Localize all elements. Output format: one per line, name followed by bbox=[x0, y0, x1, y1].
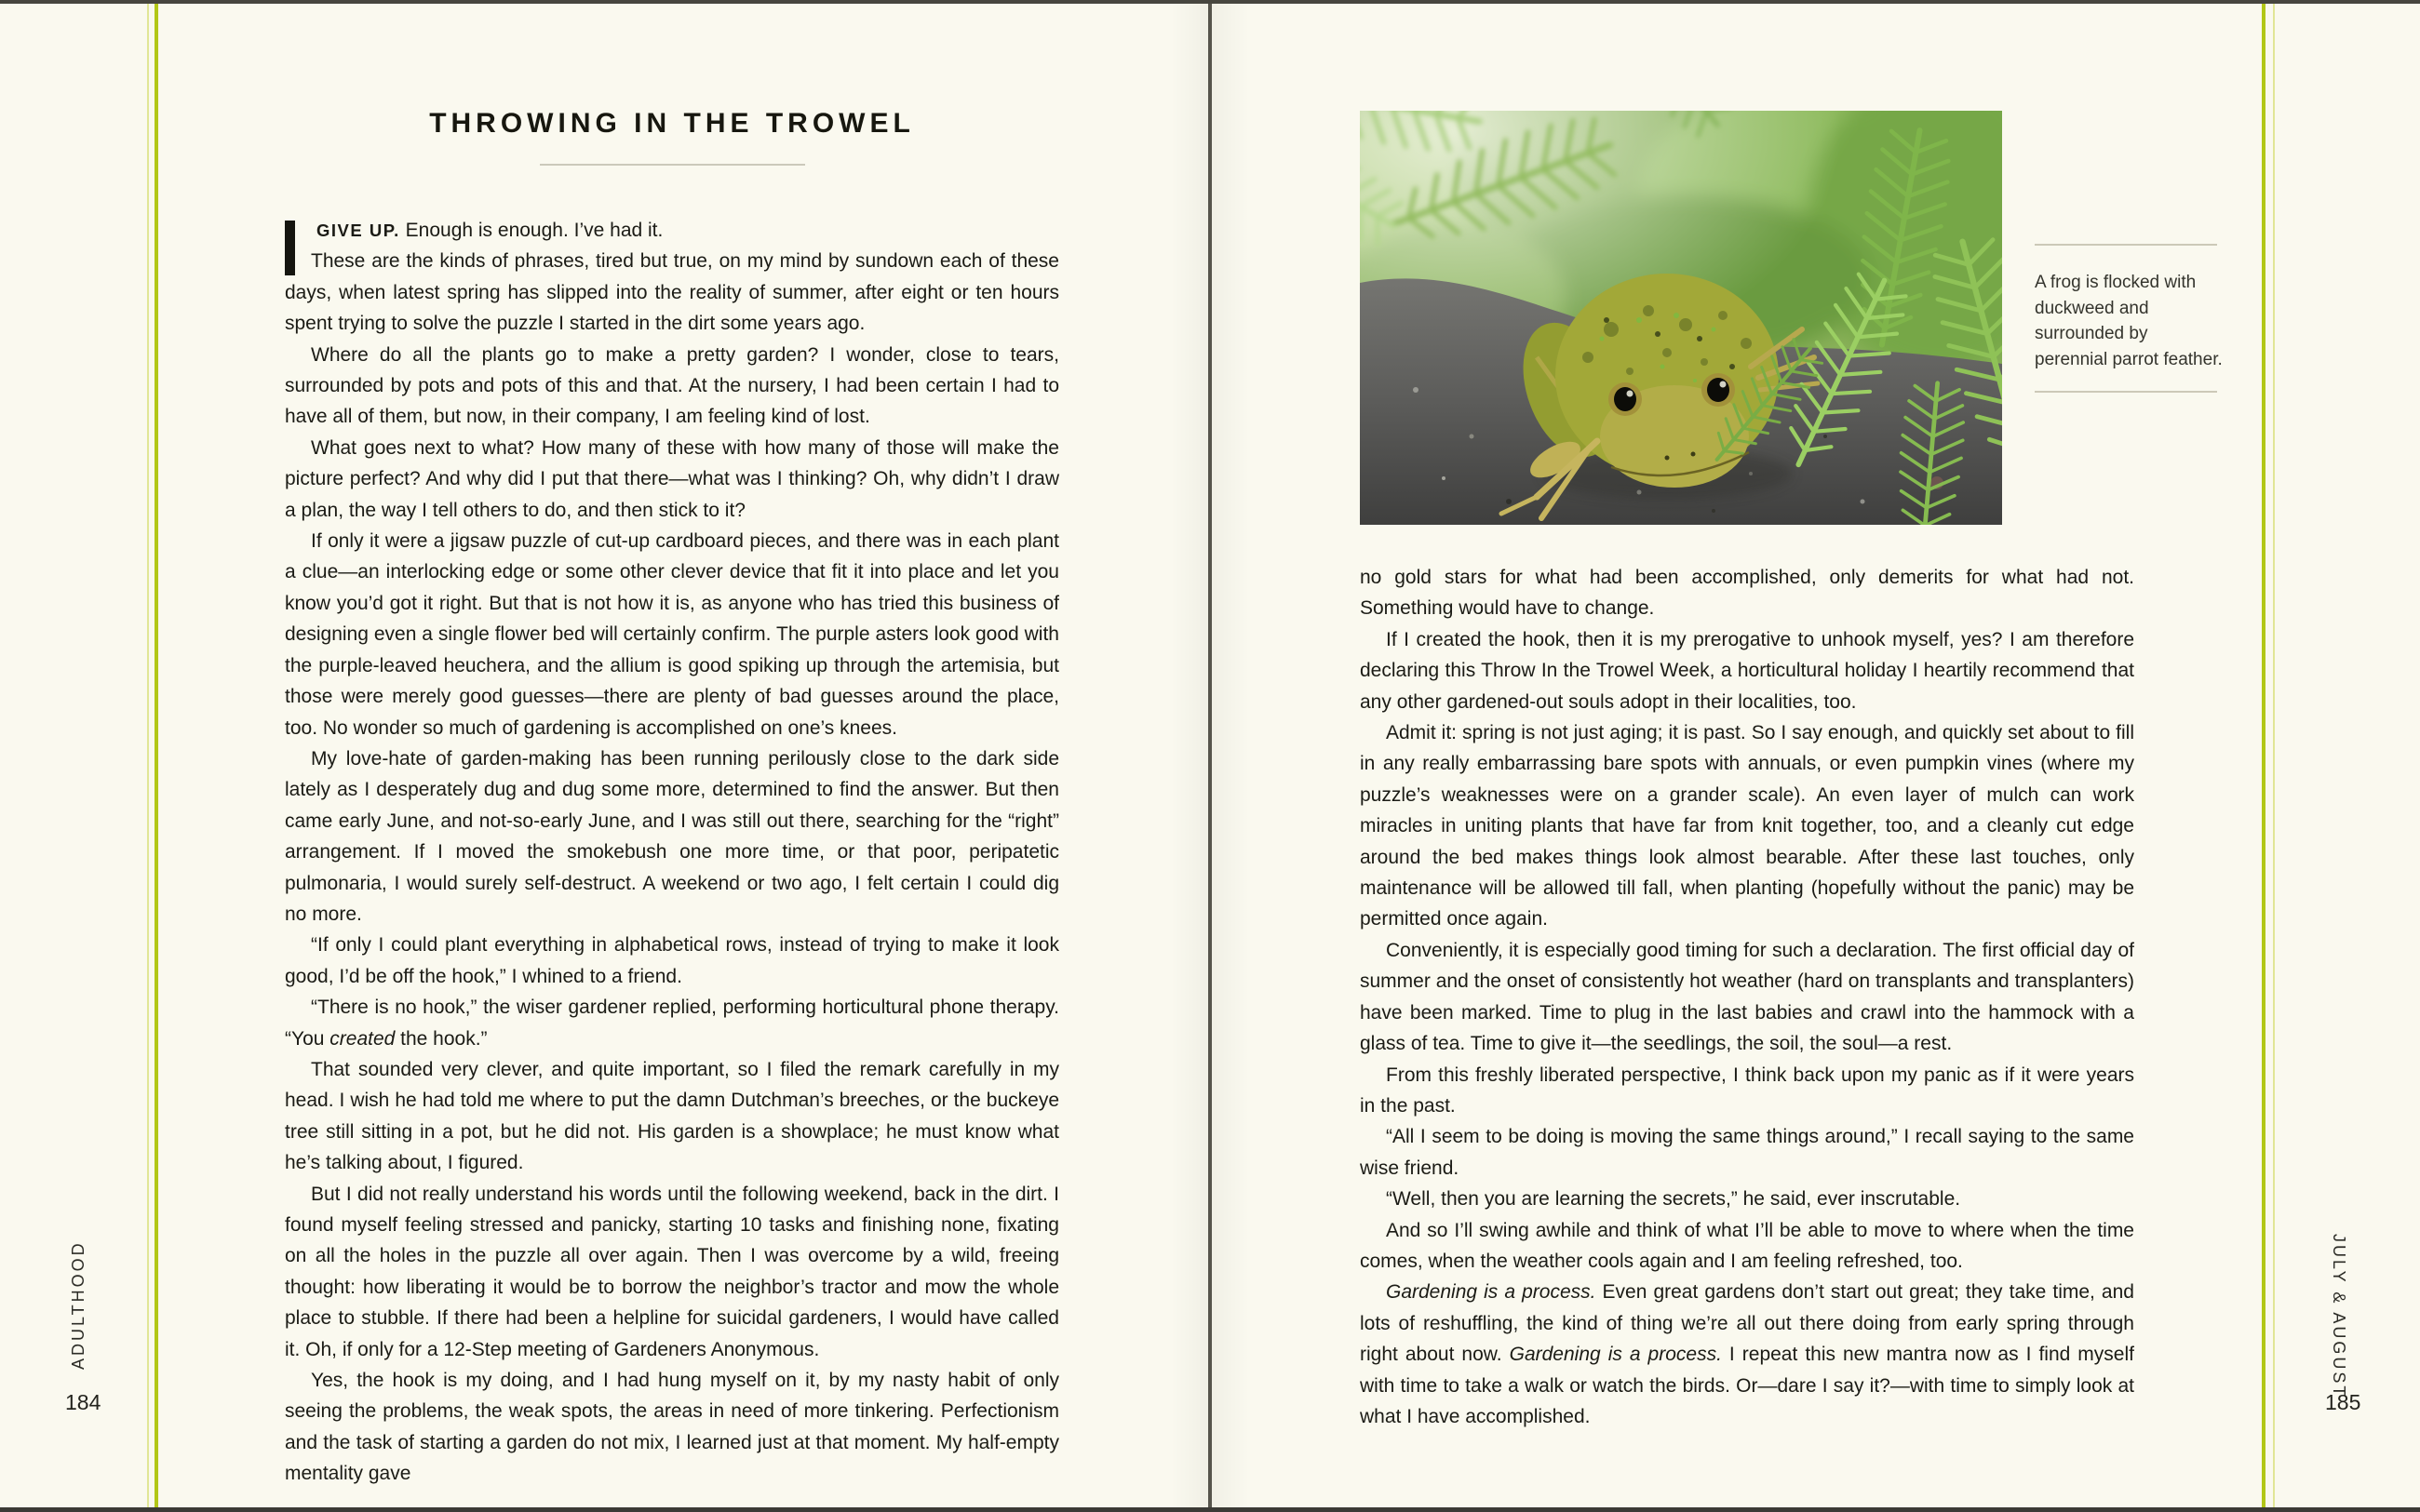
text-run: Gardening is a process. bbox=[1386, 1281, 1596, 1304]
body-paragraph bbox=[285, 215, 1059, 246]
body-paragraph bbox=[1360, 562, 2134, 624]
text-run: Conveniently, it is especially good timing for such a declaration. The first official day of summer and the onset of consistently hot weather (hard on transplants and transplanters) have been marked. Time to plug in the last babies and crawl into the hammock with a glass of tea. Time to give it—the seedlings, the soil, the soul—a rest. bbox=[1360, 939, 2134, 1055]
body-paragraph bbox=[285, 992, 1059, 1054]
body-text-left bbox=[285, 215, 1059, 1490]
body-paragraph bbox=[1360, 1121, 2134, 1184]
bottom-border bbox=[0, 1507, 2420, 1512]
body-paragraph bbox=[1360, 1215, 2134, 1278]
text-run: I repeat this new mantra now as I find myself with time to take a walk or watch the birds. Or—dare I say it?—with time to simply look at what I have accomplished. bbox=[1360, 1344, 2134, 1427]
margin-label-chapter: ADULTHOOD bbox=[69, 1240, 87, 1370]
photo-caption: A frog is flocked with duckweed and surrounded by perennial parrot feather. bbox=[2035, 273, 2223, 369]
margin-label-month: JULY & AUGUST bbox=[2330, 1234, 2348, 1399]
body-paragraph bbox=[285, 1054, 1059, 1179]
text-run: Where do all the plants go to make a pretty garden? I wonder, close to tears, surrounded by pots and pots of this and that. At the nursery, I had been certain I had to have all of them, but now, in their company, I am feeling kind of lost. bbox=[285, 343, 1059, 428]
accent-line-right-thin bbox=[2273, 4, 2275, 1507]
text-run: the hook.” bbox=[395, 1027, 488, 1050]
gutter-shading-left bbox=[1171, 4, 1208, 1507]
text-run: If I created the hook, then it is my prerogative to unhook myself, yes? I am therefore declaring this Throw In the Trowel Week, a horticultural holiday I heartily recommend that any other gardened-out souls adopt in their localities, too. bbox=[1360, 628, 2134, 713]
caption-rule-bottom bbox=[2035, 391, 2217, 393]
text-run: From this freshly liberated perspective, I think back upon my panic as if it were years in the past. bbox=[1360, 1064, 2134, 1117]
accent-line-left-thick bbox=[155, 4, 158, 1507]
page-number-right: 185 bbox=[2325, 1390, 2361, 1414]
body-paragraph bbox=[285, 340, 1059, 433]
body-paragraph bbox=[1360, 1277, 2134, 1432]
text-run: Even great gardens don’t start out great; they take time, and lots of reshuffling, the kind of thing we’re all out there doing from early spring through right about now. bbox=[1360, 1281, 2134, 1366]
text-run: If only it were a jigsaw puzzle of cut-up cardboard pieces, and there was in each plant a clue—an interlocking edge or some other clever device that fit it into place and let you know you’d got it right. But that is not how it is, as anyone who has tried this business of designing even a single flower bed will certainly confirm. The purple asters look good with the purple-leaved heuchera, and the allium is good spiking up through the artemisia, but those were merely good guesses—there are plenty of bad guesses around the place, too. No wonder so much of gardening is accomplished on one’s knees. bbox=[285, 530, 1059, 739]
text-run: These are the kinds of phrases, tired but true, on my mind by sundown each of these days, when latest spring has slipped into the reality of summer, after eight or ten hours spent trying to solve the puzzle I started in the dirt some years ago. bbox=[285, 250, 1059, 335]
frog-photo bbox=[1360, 111, 2002, 525]
body-paragraph bbox=[1360, 624, 2134, 717]
text-run: Gardening is a process. bbox=[1509, 1344, 1722, 1366]
accent-line-left-thin bbox=[147, 4, 149, 1507]
text-run: Admit it: spring is not just aging; it is past. So I say enough, and quickly set about to fill in any really embarrassing bare spots with annuals, or even pumpkin vines (where my puzzle’s weaknesses were on a grander scale). An even layer of mulch can work miracles in uniting plants that have far from knit together, too, and a cleanly cut edge around the bed makes things look almost bearable. After these last touches, only maintenance will be allowed till fall, when planting (hopefully without the panic) may be permitted once again. bbox=[1360, 722, 2134, 930]
page-title: THROWING IN THE TROWEL bbox=[429, 108, 915, 139]
body-paragraph bbox=[1360, 935, 2134, 1060]
text-run: “Well, then you are learning the secrets,” he said, ever inscrutable. bbox=[1386, 1188, 1961, 1211]
text-run: Enough is enough. I’ve had it. bbox=[399, 220, 664, 241]
gutter-line bbox=[1208, 4, 1212, 1507]
text-run: GIVE UP. bbox=[316, 221, 400, 240]
text-run: “There is no hook,” the wiser gardener replied, performing horticultural phone therapy. “You bbox=[285, 997, 1059, 1050]
text-run: “If only I could plant everything in alphabetical rows, instead of trying to make it look good, I’d be off the hook,” I whined to a friend. bbox=[285, 934, 1059, 987]
body-paragraph bbox=[1360, 1184, 2134, 1214]
caption-rule-top bbox=[2035, 244, 2217, 246]
text-run: But I did not really understand his words until the following weekend, back in the dirt. I found myself feeling stressed and panicky, starting 10 tasks and finishing none, fixating on all the holes in the puzzle all over again. Then I was overcome by a wild, freeing thought: how liberating it would be to borrow the neighbor’s tractor and mow the whole place to stubble. If there had been a helpline for suicidal gardeners, I would have called it. Oh, if only for a 12-Step meeting of Gardeners Anonymous. bbox=[285, 1183, 1059, 1360]
body-paragraph bbox=[285, 1365, 1059, 1490]
body-paragraph bbox=[285, 743, 1059, 930]
body-paragraph bbox=[285, 246, 1059, 339]
page-number-left: 184 bbox=[65, 1390, 101, 1414]
text-run: created bbox=[329, 1027, 396, 1050]
body-text-right bbox=[1360, 562, 2134, 1432]
text-run: And so I’ll swing awhile and think of what I’ll be able to move to where when the time comes, when the weather cools again and I am feeling refreshed, too. bbox=[1360, 1219, 2134, 1272]
text-run: That sounded very clever, and quite important, so I filed the remark carefully in my head. I wish he had told me where to put the damn Dutchman’s breeches, or the buckeye tree still sitting in a pot, but he did not. His garden is a showplace; he must know what he’s talking about, I figured. bbox=[285, 1058, 1059, 1174]
accent-line-right-thick bbox=[2262, 4, 2265, 1507]
body-paragraph bbox=[1360, 1060, 2134, 1122]
text-run: What goes next to what? How many of these with how many of those will make the picture perfect? And why did I put that there—what was I thinking? Oh, why didn’t I draw a plan, the way I tell others to do, and then stick to it? bbox=[285, 436, 1059, 521]
body-paragraph bbox=[285, 930, 1059, 992]
body-paragraph bbox=[285, 433, 1059, 526]
text-run: My love-hate of garden-making has been running perilously close to the dark side lately as I desperately dug and dug some more, determined to find the answer. But then came early June, and not-so-early June, and I was still out there, searching for the “right” arrangement. If I moved the smokebush one more time, or that poor, peripatetic pulmonaria, I would surely self-destruct. A weekend or two ago, I felt certain I could dig no more. bbox=[285, 747, 1059, 925]
body-paragraph bbox=[285, 1179, 1059, 1365]
text-run: no gold stars for what had been accomplished, only demerits for what had not. Something would have to change. bbox=[1360, 567, 2134, 620]
title-rule bbox=[540, 164, 805, 166]
body-paragraph bbox=[285, 526, 1059, 743]
text-run: Yes, the hook is my doing, and I had hung myself on it, by my nasty habit of only seeing the problems, the weak spots, the areas in need of more tinkering. Perfectionism and the task of starting a garden do not mix, I learned just at that moment. My half-empty mentality gave bbox=[285, 1370, 1059, 1485]
gutter-shading-right bbox=[1212, 4, 1249, 1507]
body-paragraph bbox=[1360, 717, 2134, 935]
text-run: “All I seem to be doing is moving the same things around,” I recall saying to the same wise friend. bbox=[1360, 1126, 2134, 1179]
